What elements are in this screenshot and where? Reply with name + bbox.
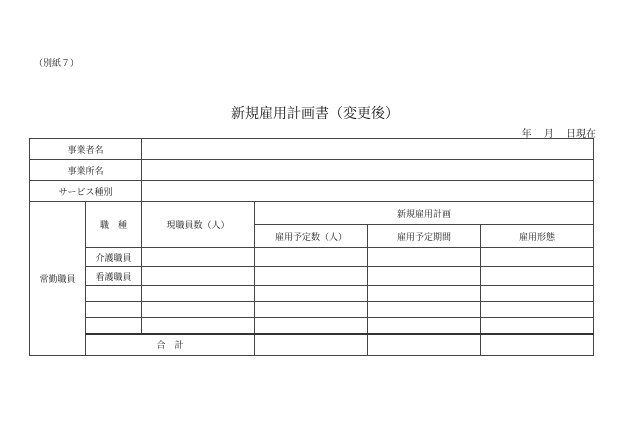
- planned-count-field[interactable]: [255, 248, 368, 267]
- office-name-field[interactable]: [142, 160, 594, 181]
- label-business-name: 事業者名: [30, 139, 142, 160]
- planned-period-field[interactable]: [368, 248, 481, 267]
- table-row: [30, 318, 594, 334]
- total-planned-count-field[interactable]: [368, 334, 481, 356]
- job-type-cell: 介護職員: [86, 248, 142, 267]
- header-job-type: 職 種: [86, 202, 142, 248]
- date-line: 年 月 日現在: [521, 129, 596, 140]
- document-title: 新規雇用計画書（変更後）: [231, 106, 399, 122]
- employment-form-field[interactable]: [481, 267, 594, 286]
- label-total: 合 計: [86, 334, 255, 356]
- total-planned-period-field[interactable]: [481, 334, 594, 356]
- label-fulltime-staff: 常勤職員: [30, 202, 86, 356]
- service-type-field[interactable]: [142, 181, 594, 202]
- table-row: [30, 202, 594, 225]
- header-employment-form: 雇用形態: [481, 225, 594, 248]
- employment-form-field[interactable]: [481, 286, 594, 302]
- table-row: [30, 334, 594, 356]
- business-name-field[interactable]: [142, 139, 594, 160]
- table-row: [30, 286, 594, 302]
- employment-form-field[interactable]: [481, 302, 594, 318]
- header-planned-count: 雇用予定数（人）: [255, 225, 368, 248]
- planned-period-field[interactable]: [368, 318, 481, 334]
- job-type-field[interactable]: [86, 318, 142, 334]
- employment-form-field[interactable]: [481, 318, 594, 334]
- current-staff-field[interactable]: [142, 286, 255, 302]
- table-row: [30, 267, 594, 286]
- employment-form-field[interactable]: [481, 248, 594, 267]
- planned-period-field[interactable]: [368, 302, 481, 318]
- table-row: [30, 302, 594, 318]
- header-planned-period: 雇用予定期間: [368, 225, 481, 248]
- planned-count-field[interactable]: [255, 302, 368, 318]
- header-new-plan: 新規雇用計画: [255, 202, 594, 225]
- planned-count-field[interactable]: [255, 267, 368, 286]
- job-type-cell: 看護職員: [86, 267, 142, 286]
- table-row: [30, 160, 594, 181]
- current-staff-field[interactable]: [142, 267, 255, 286]
- table-row: [30, 248, 594, 267]
- attachment-label: （別紙７）: [34, 59, 80, 69]
- hiring-plan-table: [29, 138, 594, 356]
- planned-period-field[interactable]: [368, 267, 481, 286]
- label-office-name: 事業所名: [30, 160, 142, 181]
- current-staff-field[interactable]: [142, 302, 255, 318]
- planned-count-field[interactable]: [255, 318, 368, 334]
- current-staff-field[interactable]: [142, 318, 255, 334]
- table-row: [30, 139, 594, 160]
- label-service-type: サービス種別: [30, 181, 142, 202]
- current-staff-field[interactable]: [142, 248, 255, 267]
- planned-period-field[interactable]: [368, 286, 481, 302]
- total-current-staff-field[interactable]: [255, 334, 368, 356]
- planned-count-field[interactable]: [255, 286, 368, 302]
- table-row: [30, 181, 594, 202]
- header-current-staff: 現職員数（人）: [142, 202, 255, 248]
- job-type-field[interactable]: [86, 286, 142, 302]
- job-type-field[interactable]: [86, 302, 142, 318]
